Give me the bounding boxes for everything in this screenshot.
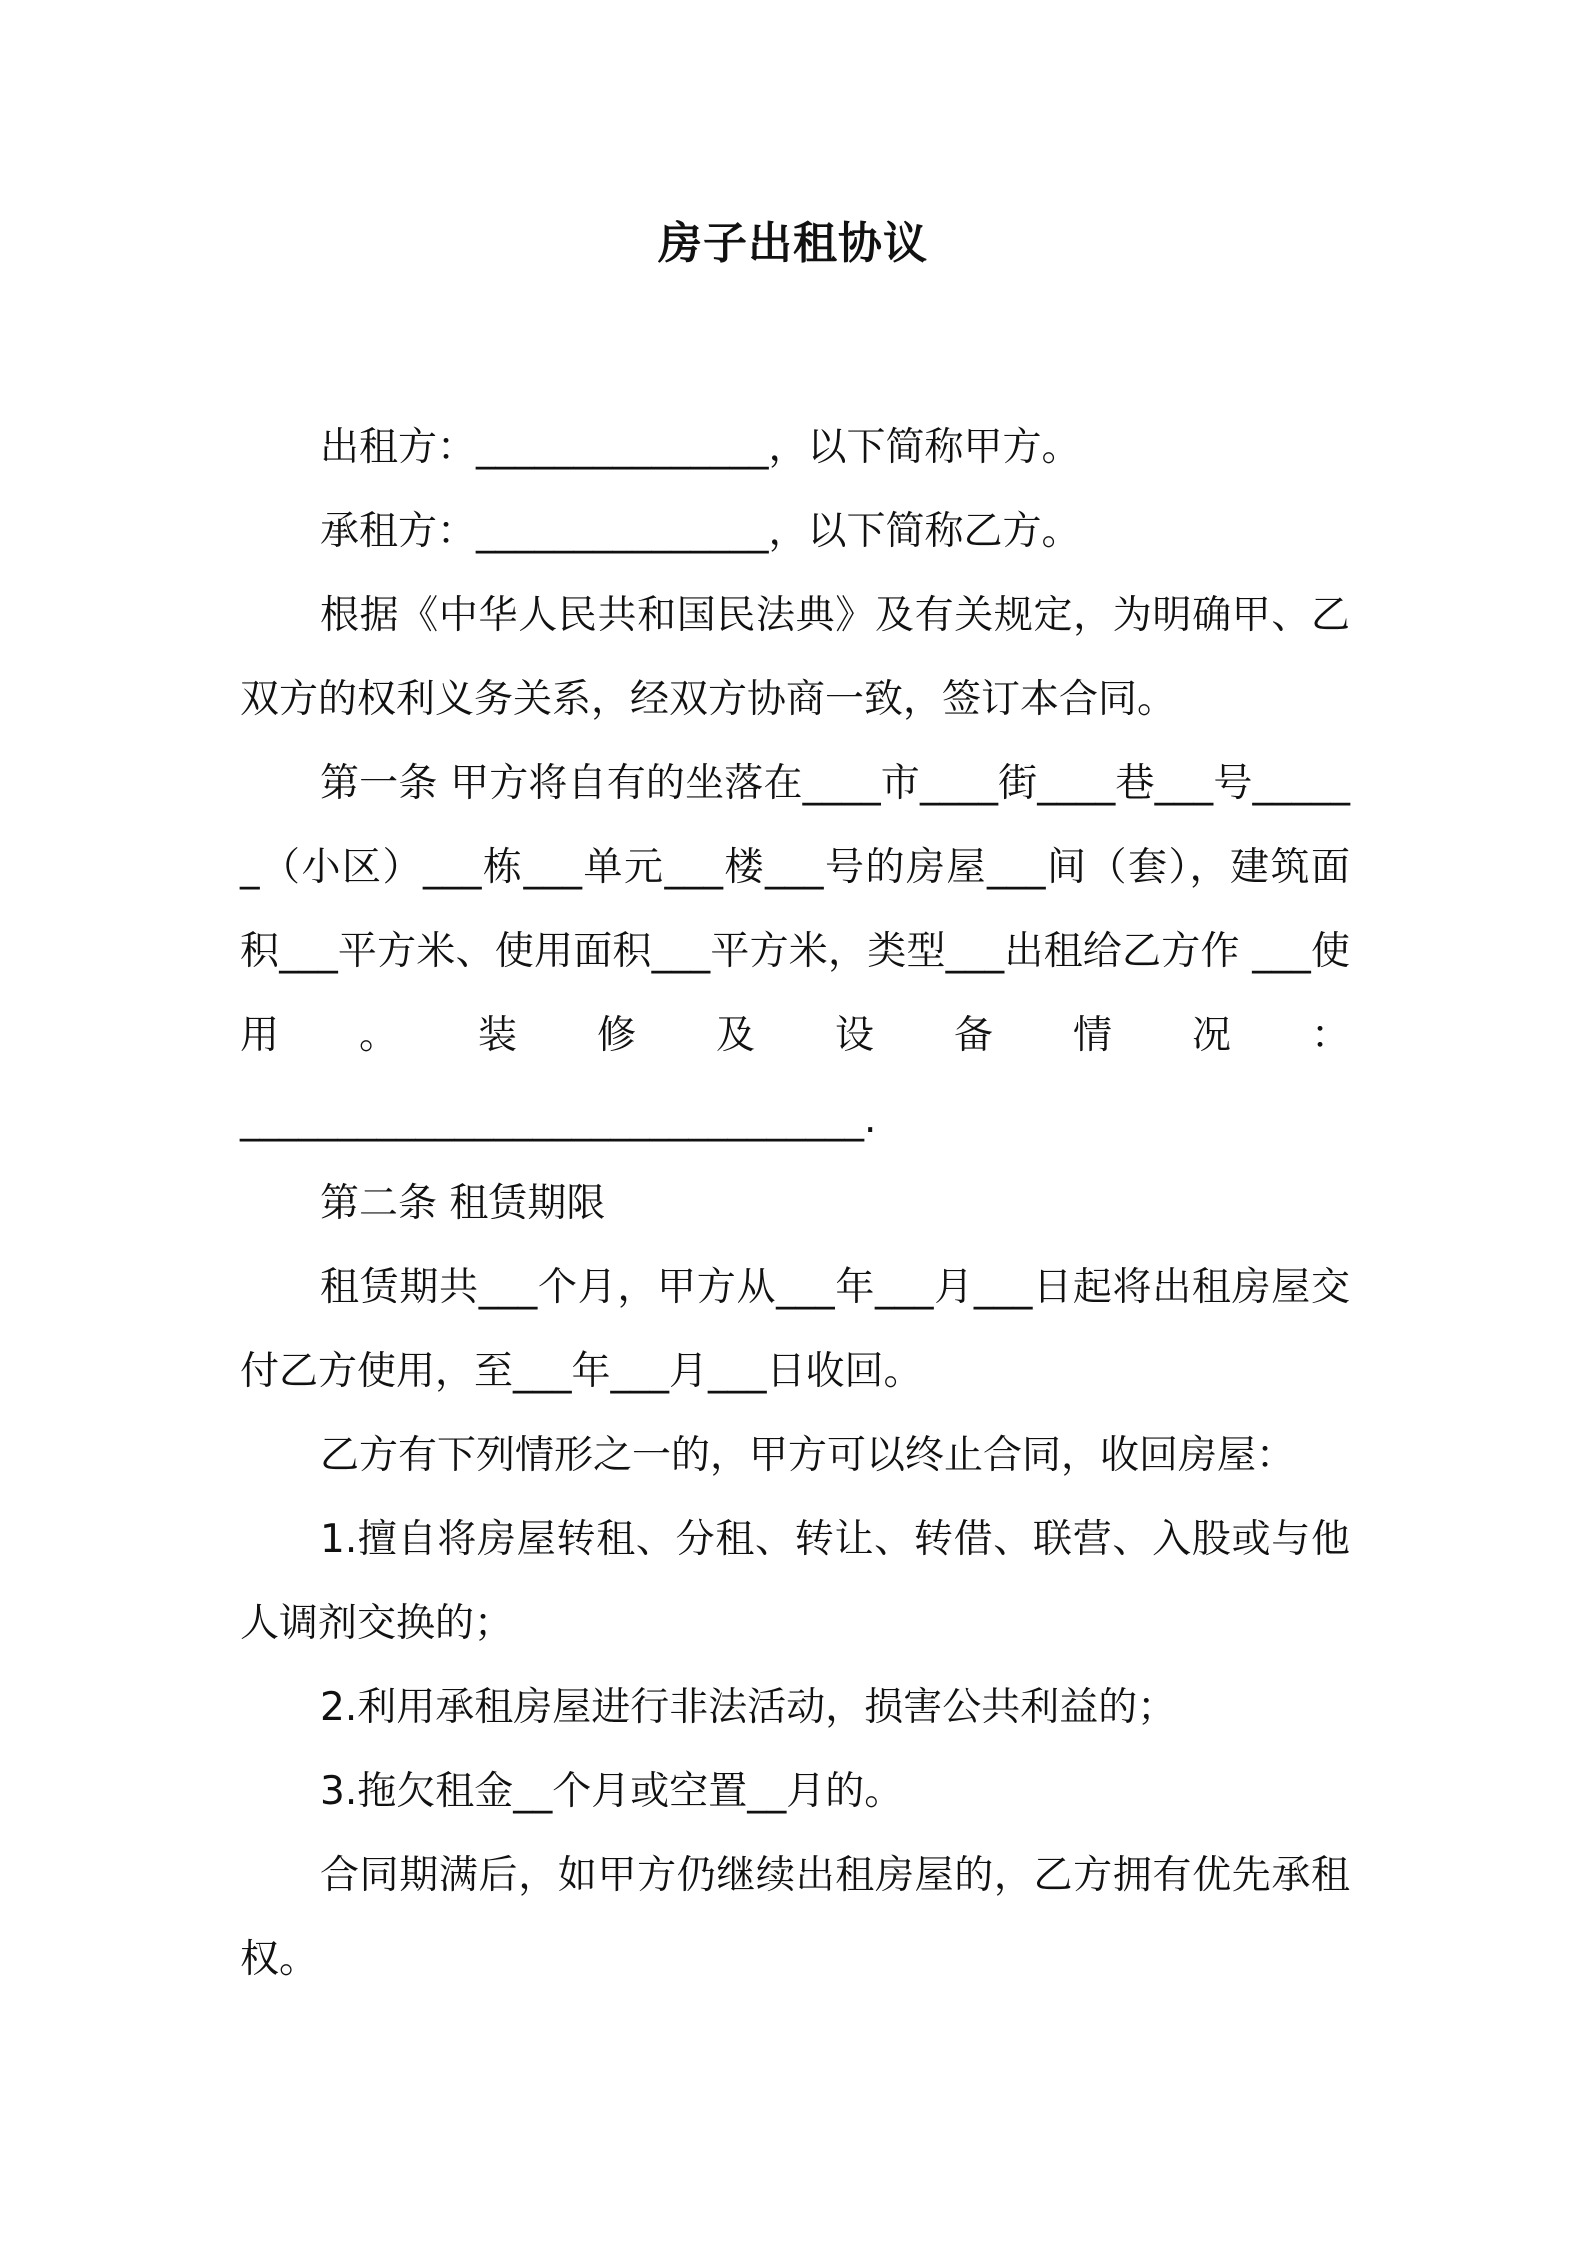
lessor-line: 出租方：_______________，以下简称甲方。	[320, 425, 1081, 470]
lessee-line: 承租方：_______________，以下简称乙方。	[320, 509, 1081, 554]
decoration-blank-line: ________________________________.	[240, 1097, 877, 1142]
document-title: 房子出租协议	[658, 218, 928, 269]
termination-intro: 乙方有下列情形之一的，甲方可以终止合同，收回房屋：	[320, 1433, 1296, 1478]
termination-item-1: 1.擅自将房屋转租、分租、转让、转借、联营、入股或与他人调剂交换的；	[240, 1517, 1350, 1646]
document-body	[240, 406, 1350, 2002]
renewal-priority-paragraph: 合同期满后，如甲方仍继续出租房屋的，乙方拥有优先承租权。	[240, 1853, 1350, 1982]
article-two-heading: 第二条 租赁期限	[320, 1181, 606, 1226]
termination-item-2: 2.利用承租房屋进行非法活动，损害公共利益的；	[320, 1685, 1177, 1730]
article-one-paragraph: 第一条 甲方将自有的坐落在____市____街____巷___号______（小区）___栋___单元___楼___号的房屋___间（套），建筑面积___平方米、使用面积___平方米，类型___出租给乙方作 ___使 用 。 装 修 及 设 备 情 况 ：	[240, 761, 1350, 1058]
preamble-paragraph: 根据《中华人民共和国民法典》及有关规定，为明确甲、乙双方的权利义务关系，经双方协商一致，签订本合同。	[240, 593, 1350, 722]
lease-term-paragraph: 租赁期共___个月，甲方从___年___月___日起将出租房屋交付乙方使用，至___年___月___日收回。	[240, 1265, 1350, 1394]
termination-item-3: 3.拖欠租金__个月或空置__月的。	[320, 1769, 904, 1814]
